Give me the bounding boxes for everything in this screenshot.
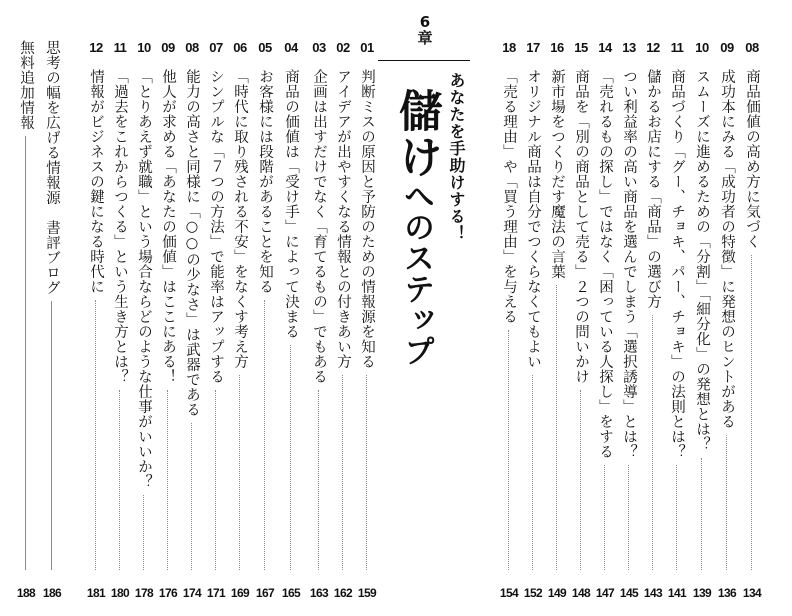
- leader-line: [366, 375, 367, 570]
- toc-entry: [180, 40, 204, 600]
- entry-number: 11: [670, 40, 684, 55]
- entry-title: 「売る理由」や「買う理由」を与える: [501, 69, 517, 324]
- entry-title: 情報がビジネスの鍵になる時代に: [88, 69, 104, 294]
- entry-number: 12: [89, 40, 103, 55]
- leader-line: [580, 390, 581, 570]
- toc-entry: [331, 40, 355, 600]
- entry-title: 商品を「別の商品として売る」２つの問いかけ: [573, 69, 589, 384]
- entry-page: 169: [230, 586, 250, 600]
- entry-page: 159: [357, 586, 377, 600]
- leader-line: [264, 300, 265, 570]
- entry-title: 企画は出すだけでなく「育てるもの」でもある: [311, 69, 327, 384]
- extra-page: 188: [16, 586, 36, 600]
- entry-number: 16: [550, 40, 564, 55]
- entry-number: 09: [161, 40, 175, 55]
- entry-number: 03: [312, 40, 326, 55]
- entry-number: 13: [622, 40, 636, 55]
- entry-page: 178: [134, 586, 154, 600]
- entry-title: 「とりあえず就職」という場合ならどのような仕事がいいか？: [136, 69, 152, 489]
- toc-entry: [545, 40, 569, 600]
- entry-title: 「時代に取り残される不安」をなくす考え方: [232, 69, 248, 369]
- entry-number: 11: [113, 40, 127, 55]
- leader-line: [342, 375, 343, 570]
- leader-line: [652, 315, 653, 570]
- leader-line: [676, 465, 677, 570]
- leader-line: [726, 435, 727, 570]
- entry-number: 14: [598, 40, 612, 55]
- toc-entry: [641, 40, 665, 600]
- entry-page: 148: [571, 586, 591, 600]
- chapter-title-rest: へのステップ: [398, 180, 434, 366]
- entry-title: 「売れるもの探し」ではなく「困っている人探し」をする: [597, 69, 613, 459]
- toc-entry: [253, 40, 277, 600]
- entry-title: 商品価値の高め方に気づく: [744, 69, 760, 249]
- entry-page: 145: [619, 586, 639, 600]
- entry-title: 成功本にみる「成功者の特徴」に発想のヒントがある: [719, 69, 735, 429]
- toc-entry: [665, 40, 689, 600]
- entry-title: 儲かるお店にする「商品」の選び方: [645, 69, 661, 309]
- toc-entry: [132, 40, 156, 600]
- entry-page: 171: [206, 586, 226, 600]
- entry-page: 174: [182, 586, 202, 600]
- entry-title: 商品の価値は「受け手」によって決まる: [283, 69, 299, 339]
- chapter-label: [405, 14, 445, 46]
- entry-page: 149: [547, 586, 567, 600]
- entry-page: 162: [333, 586, 353, 600]
- toc-extra: [14, 40, 38, 600]
- entry-title: お客様には段階があることを知る: [257, 69, 273, 294]
- leader-line: [628, 465, 629, 570]
- leader-line: [119, 390, 120, 570]
- entry-number: 07: [209, 40, 223, 55]
- entry-number: 08: [745, 40, 759, 55]
- entry-title: つい利益率の高い商品を選んでしまう「選択誘導」とは？: [621, 69, 637, 459]
- entry-page: 147: [595, 586, 615, 600]
- chapter-subtitle: あなたを手助けする！: [447, 72, 466, 242]
- leader-line: [556, 285, 557, 570]
- leader-line: [25, 136, 26, 570]
- entry-page: 152: [523, 586, 543, 600]
- leader-line: [143, 495, 144, 570]
- entry-number: 09: [720, 40, 734, 55]
- chapter-suffix: 章: [417, 29, 433, 47]
- toc-entry: [279, 40, 303, 600]
- leader-line: [95, 300, 96, 570]
- toc-entry: [355, 40, 379, 600]
- chapter-divider: [378, 60, 470, 61]
- entry-number: 04: [284, 40, 298, 55]
- entry-page: 143: [643, 586, 663, 600]
- leader-line: [239, 375, 240, 570]
- entry-title: 他人が求める「あなたの価値」はここにある！: [160, 69, 176, 384]
- extra-page: 186: [42, 586, 62, 600]
- entry-title: オリジナル商品は自分でつくらなくてもよい: [525, 69, 541, 369]
- toc-entry: [617, 40, 641, 600]
- leader-line: [701, 458, 702, 570]
- entry-page: 167: [255, 586, 275, 600]
- entry-page: 134: [742, 586, 762, 600]
- entry-page: 163: [309, 586, 329, 600]
- leader-line: [167, 390, 168, 570]
- leader-line: [318, 390, 319, 570]
- entry-page: 176: [158, 586, 178, 600]
- toc-entry: [715, 40, 739, 600]
- entry-page: 165: [281, 586, 301, 600]
- toc-entry: [497, 40, 521, 600]
- toc-extra: [40, 40, 64, 600]
- entry-title: スムーズに進めるための「分割」「細分化」の発想とは？: [694, 69, 710, 452]
- entry-number: 08: [185, 40, 199, 55]
- leader-line: [51, 301, 52, 570]
- leader-line: [215, 390, 216, 570]
- entry-number: 12: [646, 40, 660, 55]
- toc-entry: [593, 40, 617, 600]
- entry-title: 商品づくり「グー、チョキ、パー、チョキ」の法則とは？: [669, 69, 685, 459]
- entry-title: 新市場をつくりだす魔法の言葉: [549, 69, 565, 279]
- entry-number: 10: [695, 40, 709, 55]
- entry-page: 139: [692, 586, 712, 600]
- chapter-title-main: 儲け: [391, 88, 442, 180]
- entry-title: アイデアが出やすくなる情報との付きあい方: [335, 69, 351, 369]
- extra-title: 思考の幅を広げる情報源 書評ブログ: [44, 40, 60, 295]
- entry-number: 05: [258, 40, 272, 55]
- toc-entry: [569, 40, 593, 600]
- entry-number: 17: [526, 40, 540, 55]
- leader-line: [508, 330, 509, 570]
- leader-line: [604, 465, 605, 570]
- entry-page: 154: [499, 586, 519, 600]
- entry-page: 181: [86, 586, 106, 600]
- entry-number: 10: [137, 40, 151, 55]
- chapter-number: 6: [419, 13, 431, 31]
- toc-entry: [690, 40, 714, 600]
- leader-line: [751, 255, 752, 570]
- entry-number: 18: [502, 40, 516, 55]
- entry-page: 136: [717, 586, 737, 600]
- leader-line: [532, 375, 533, 570]
- toc-entry: [307, 40, 331, 600]
- toc-entry: [740, 40, 764, 600]
- leader-line: [191, 423, 192, 570]
- entry-number: 15: [574, 40, 588, 55]
- extra-title: 無料追加情報: [18, 40, 34, 130]
- entry-number: 02: [336, 40, 350, 55]
- toc-entry: [521, 40, 545, 600]
- toc-entry: [204, 40, 228, 600]
- chapter-title: [392, 88, 440, 366]
- toc-entry: [84, 40, 108, 600]
- entry-page: 180: [110, 586, 130, 600]
- toc-entry: [228, 40, 252, 600]
- toc-entry: [108, 40, 132, 600]
- entry-title: 能力の高さと同様に「○○の少なさ」は武器である: [184, 69, 200, 417]
- toc-entry: [156, 40, 180, 600]
- entry-title: 判断ミスの原因と予防のための情報源を知る: [359, 69, 375, 369]
- entry-number: 01: [360, 40, 374, 55]
- entry-title: 「過去をこれからつくる」という生き方とは？: [112, 69, 128, 384]
- leader-line: [290, 345, 291, 570]
- entry-page: 141: [667, 586, 687, 600]
- entry-title: シンプルな「７つの方法」で能率はアップする: [208, 69, 224, 384]
- entry-number: 06: [233, 40, 247, 55]
